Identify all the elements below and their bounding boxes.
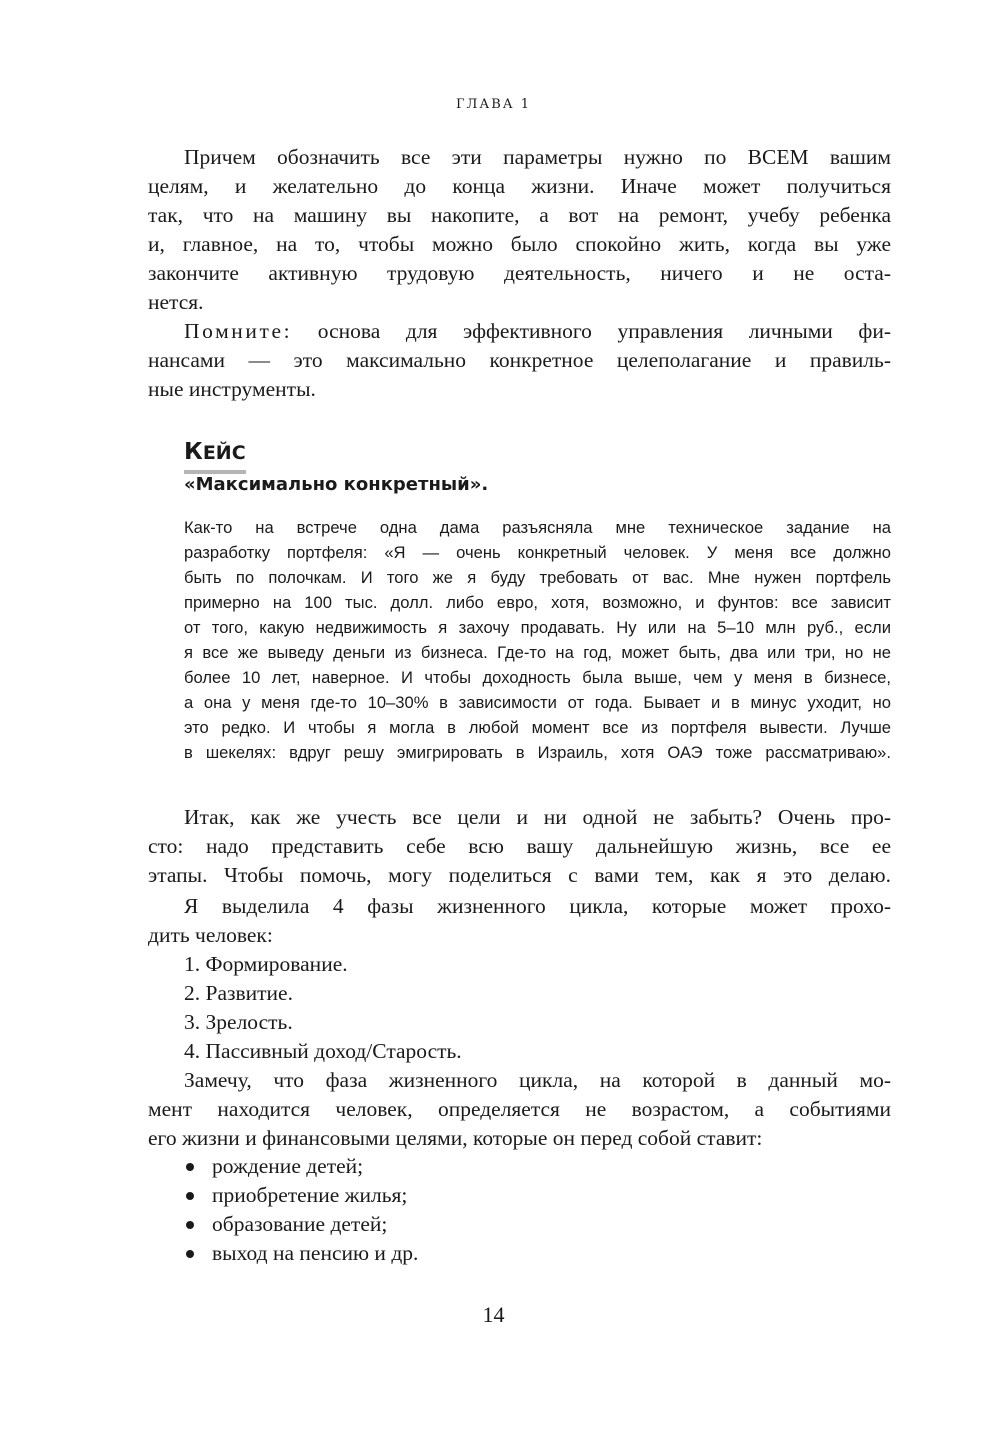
case-line: это редко. И чтобы я могла в любой момент все из портфеля вывести. Лучше <box>184 718 891 737</box>
list-item <box>184 1152 418 1181</box>
body-paragraph-4 <box>148 892 891 950</box>
bullet-icon <box>186 1163 194 1171</box>
case-subtitle: «Максимально конкретный». <box>184 474 489 495</box>
text-line: мент находится человек, определяется не возрастом, а событиями <box>148 1097 891 1121</box>
case-line: а она у меня где-то 10–30% в зависимости от года. Бывает и в минус уходит, но <box>184 693 891 712</box>
case-line: быть по полочкам. И того же я буду требовать от вас. Мне нужен портфель <box>184 568 891 587</box>
text-line: его жизни и финансовыми целями, которые он перед собой ставит: <box>148 1126 763 1150</box>
text-line: нансами — это максимально конкретное целеполагание и правиль- <box>148 348 891 372</box>
bullet-icon <box>186 1221 194 1229</box>
phases-list <box>184 950 462 1066</box>
case-heading <box>184 437 246 474</box>
case-heading-initial: К <box>184 439 203 465</box>
text-fragment: основа для эффективного управления личными фи- <box>292 319 891 343</box>
events-list <box>184 1152 418 1268</box>
case-line: в шекелях: вдруг решу эмигрировать в Израиль, хотя ОАЭ тоже рассматриваю». <box>184 743 891 762</box>
intro-paragraph-1 <box>148 143 891 317</box>
case-line: примерно на 100 тыс. долл. либо евро, хотя, возможно, и фунтов: все зависит <box>184 593 891 612</box>
text-line: Замечу, что фаза жизненного цикла, на которой в данный мо- <box>184 1068 891 1092</box>
emphasis-word: Помните: <box>184 319 293 343</box>
running-head: ГЛАВА 1 <box>455 97 532 112</box>
page-number: 14 <box>482 1302 505 1327</box>
text-line: так, что на машину вы накопите, а вот на ремонт, учебу ребенка <box>148 203 891 227</box>
list-item: 3. Зрелость. <box>184 1010 293 1034</box>
list-item <box>184 1239 418 1268</box>
case-line: я все же выведу деньги из бизнеса. Где-то на год, может быть, два или три, но не <box>184 643 891 662</box>
list-item <box>184 1210 418 1239</box>
text-line: целям, и желательно до конца жизни. Иначе может получиться <box>148 174 891 198</box>
list-item-text: приобретение жилья; <box>212 1183 408 1207</box>
bullet-icon <box>186 1192 194 1200</box>
text-line: Причем обозначить все эти параметры нужно по ВСЕМ вашим <box>184 145 891 169</box>
list-item-text: выход на пенсию и др. <box>212 1241 419 1265</box>
text-line: и, главное, на то, чтобы можно было спокойно жить, когда вы уже <box>148 232 891 256</box>
case-line: более 10 лет, наверное. И чтобы доходность была выше, чем у меня в бизнесе, <box>184 668 891 687</box>
text-line: Я выделила 4 фазы жизненного цикла, которые может прохо- <box>184 894 891 918</box>
list-item: 1. Формирование. <box>184 952 348 976</box>
list-item-text: рождение детей; <box>212 1154 364 1178</box>
bullet-icon <box>186 1250 194 1258</box>
text-line: ные инструменты. <box>148 377 316 401</box>
text-line: сто: надо представить себе всю вашу дальнейшую жизнь, все ее <box>148 834 891 858</box>
text-line: этапы. Чтобы помочь, могу поделиться с вами тем, как я это делаю. <box>148 863 891 887</box>
list-item: 4. Пассивный доход/Старость. <box>184 1039 462 1063</box>
text-line: нется. <box>148 290 204 314</box>
case-line: от того, какую недвижимость я захочу продавать. Ну или на 5–10 млн руб., если <box>184 618 891 637</box>
intro-paragraph-2 <box>148 317 891 404</box>
case-heading-rest: ЕЙС <box>202 442 246 464</box>
body-paragraph-5 <box>148 1066 891 1153</box>
text-line: дить человек: <box>148 923 273 947</box>
text-line: закончите активную трудовую деятельность, ничего и не оста- <box>148 261 891 285</box>
list-item: 2. Развитие. <box>184 981 293 1005</box>
list-item <box>184 1181 418 1210</box>
list-item-text: образование детей; <box>212 1212 388 1236</box>
text-line <box>148 317 891 346</box>
case-line: разработку портфеля: «Я — очень конкретный человек. У меня все должно <box>184 543 891 562</box>
case-line: Как-то на встрече одна дама разъясняла мне техническое задание на <box>184 518 891 537</box>
case-text <box>184 515 891 765</box>
text-line: Итак, как же учесть все цели и ни одной не забыть? Очень про- <box>184 805 891 829</box>
body-paragraph-3 <box>148 803 891 890</box>
